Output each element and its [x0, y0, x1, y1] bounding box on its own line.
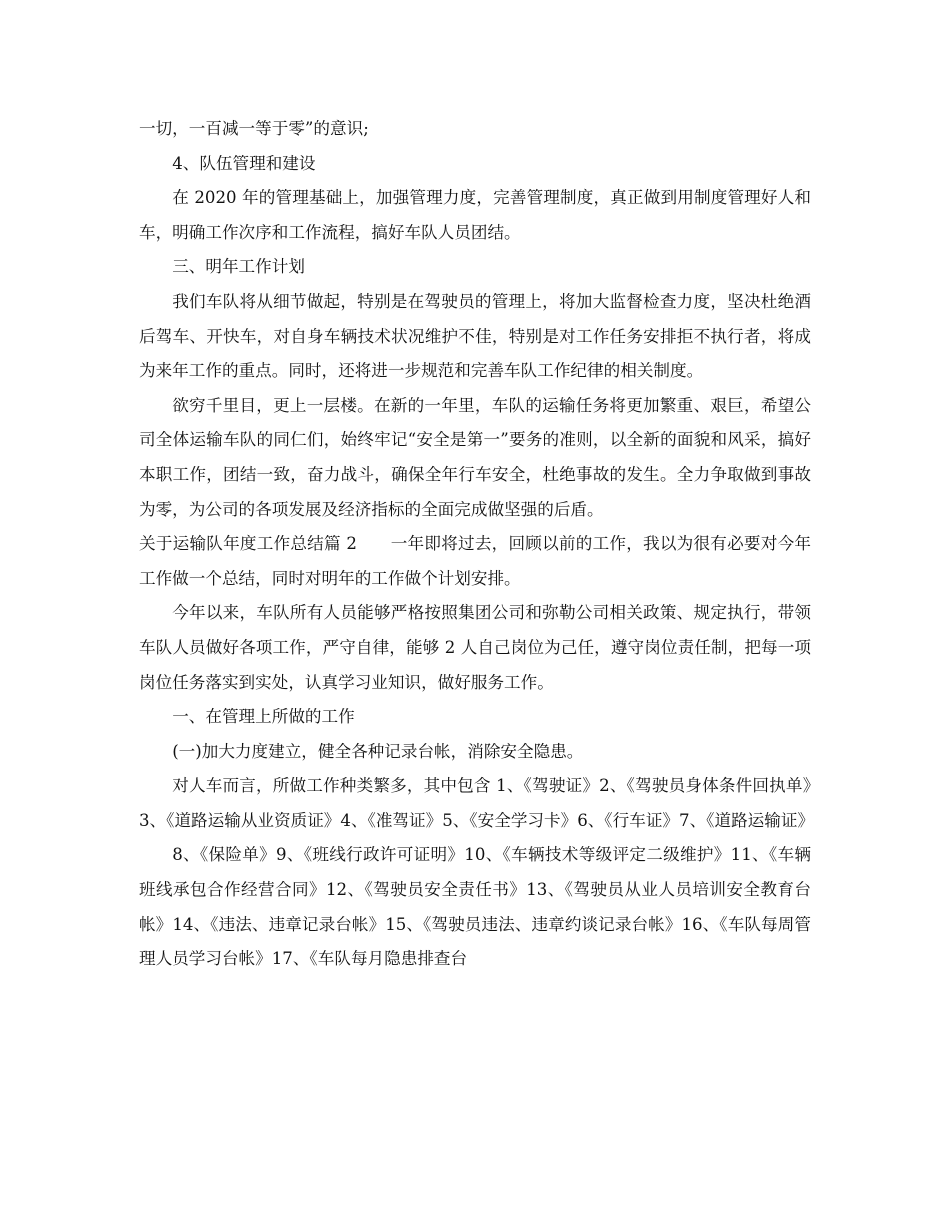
paragraph: 我们车队将从细节做起，特别是在驾驶员的管理上，将加大监督检查力度，坚决杜绝酒后驾车、开快车，对自身车辆技术状况维护不佳，特别是对工作任务安排拒不执行者，将成为来年工作的重点。同时，还将进一步规范和完善车队工作纪律的相关制度。 [139, 291, 811, 381]
paragraph: 对人车而言，所做工作种类繁多，其中包含 1、《驾驶证》2、《驾驶员身体条件回执单》3、《道路运输从业资质证》4、《准驾证》5、《安全学习卡》6、《行车证》7、《道路运输证》 [139, 776, 815, 830]
paragraph: 三、明年工作计划 [172, 257, 305, 277]
paragraph: 4、队伍管理和建设 [172, 153, 316, 173]
paragraph: 一切，一百减一等于零”的意识; [139, 119, 369, 138]
paragraph: 8、《保险单》9、《班线行政许可证明》10、《车辆技术等级评定二级维护》11、《车辆班线承包合作经营合同》12、《驾驶员安全责任书》13、《驾驶员从业人员培训安全教育台帐》14、《违法、违章记录台帐》15、《驾驶员违法、违章约谈记录台帐》16、《车队每周管理人员学习台帐》17、《车队每月隐患排查台 [139, 845, 811, 969]
paragraph: (一)加大力度建立，健全各种记录台帐，消除安全隐患。 [172, 741, 584, 761]
paragraph: 关于运输队年度工作总结篇 2 一年即将过去，回顾以前的工作，我以为很有必要对今年工作做一个总结，同时对明年的工作做个计划安排。 [139, 534, 811, 588]
paragraph: 一、在管理上所做的工作 [172, 707, 355, 727]
paragraph: 今年以来，车队所有人员能够严格按照集团公司和弥勒公司相关政策、规定执行，带领车队人员做好各项工作，严守自律，能够 2 人自己岗位为己任，遵守岗位责任制，把每一项岗位任务落实到实处，认真学习业知识，做好服务工作。 [139, 603, 811, 692]
paragraph: 欲穷千里目，更上一层楼。在新的一年里，车队的运输任务将更加繁重、艰巨，希望公司全体运输车队的同仁们，始终牢记“安全是第一”要务的准则，以全新的面貌和风采，搞好本职工作，团结一致，奋力战斗，确保全年行车安全，杜绝事故的发生。全力争取做到事故为零，为公司的各项发展及经济指标的全面完成做坚强的后盾。 [139, 395, 811, 519]
paragraph: 在 2020 年的管理基础上，加强管理力度，完善管理制度，真正做到用制度管理好人和车，明确工作次序和工作流程，搞好车队人员团结。 [139, 188, 811, 242]
document-body [139, 112, 815, 977]
